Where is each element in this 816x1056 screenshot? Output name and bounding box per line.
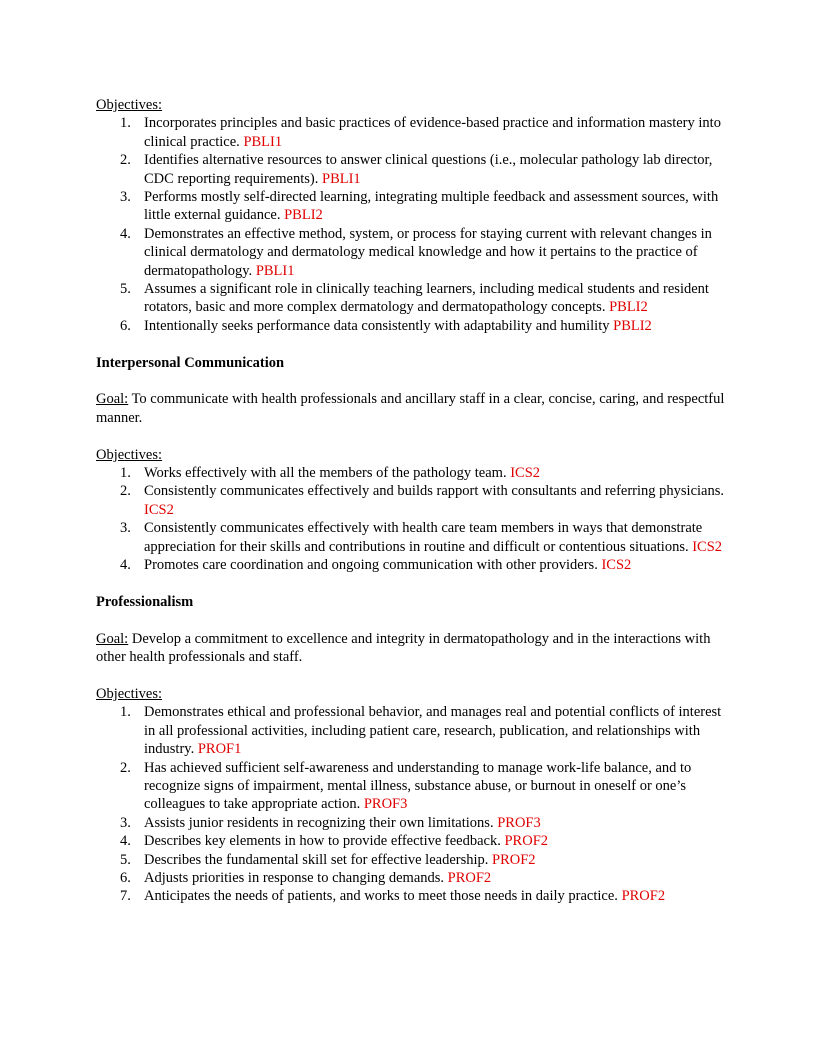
list-item: [96, 814, 736, 832]
item-text: Assists junior residents in recognizing their own limitations.: [144, 814, 498, 831]
item-number: 2.: [120, 152, 131, 169]
item-text: Describes key elements in how to provide effective feedback.: [144, 833, 505, 850]
list-item: [96, 280, 736, 317]
competency-code: ICS2: [144, 501, 174, 518]
section-heading: Interpersonal Communication: [96, 354, 285, 371]
list-item: [96, 703, 736, 758]
competency-code: PROF2: [447, 869, 492, 886]
item-text: Promotes care coordination and ongoing communication with other providers.: [144, 557, 602, 574]
item-number: 1.: [120, 465, 131, 482]
goal-label: Goal:: [96, 391, 129, 408]
item-number: 1.: [120, 704, 131, 721]
objectives-list: [96, 114, 736, 335]
item-number: 5.: [120, 851, 131, 868]
spacer: [96, 611, 736, 629]
item-number: 3.: [120, 520, 131, 537]
list-item: [96, 556, 736, 574]
list-item: [96, 151, 736, 188]
spacer: [96, 372, 736, 390]
item-number: 4.: [120, 557, 131, 574]
objectives-label: Objectives:: [96, 97, 163, 113]
section-heading: Professionalism: [96, 593, 194, 610]
item-number: 4.: [120, 225, 131, 242]
list-item: [96, 869, 736, 887]
item-text: Assumes a significant role in clinically teaching learners, including medical students and resident rotators, basic and more complex dermatology and dermatopathology concepts.: [144, 281, 709, 316]
spacer: [96, 335, 736, 353]
item-text: Describes the fundamental skill set for effective leadership.: [144, 851, 493, 868]
competency-code: PBLI1: [243, 133, 283, 150]
item-number: 3.: [120, 814, 131, 831]
item-number: 1.: [120, 115, 131, 132]
item-number: 3.: [120, 189, 131, 206]
list-item: [96, 759, 736, 814]
item-number: 5.: [120, 281, 131, 298]
competency-code: PROF3: [363, 796, 408, 813]
list-item: [96, 482, 736, 519]
competency-code: PBLI1: [255, 262, 295, 279]
list-item: [96, 851, 736, 869]
competency-code: PROF1: [197, 741, 242, 758]
objectives-label: Objectives:: [96, 446, 163, 463]
item-text: Intentionally seeks performance data consistently with adaptability and humility: [144, 317, 614, 334]
objectives-label: Objectives:: [96, 685, 163, 702]
goal-text: To communicate with health professionals and ancillary staff in a clear, concise, caring, and respectful manner.: [96, 391, 725, 426]
goal-paragraph: [96, 390, 736, 427]
list-item: [96, 114, 736, 151]
objectives-list: [96, 464, 736, 574]
competency-code: PROF3: [497, 814, 541, 831]
list-item: [96, 225, 736, 280]
goal-label: Goal:: [96, 630, 129, 647]
item-text: Demonstrates ethical and professional behavior, and manages real and potential conflicts of interest in all professional activities, including patient care, research, publication, and relationships with industry.: [144, 704, 722, 758]
competency-code: PROF2: [621, 888, 666, 905]
item-text: Incorporates principles and basic practices of evidence-based practice and information mastery into clinical practice.: [144, 115, 721, 150]
item-number: 2.: [120, 759, 131, 776]
list-item: [96, 464, 736, 482]
list-item: [96, 887, 736, 905]
spacer: [96, 667, 736, 685]
document-page: [96, 96, 736, 906]
spacer: [96, 575, 736, 593]
item-number: 4.: [120, 833, 131, 850]
competency-code: PROF2: [504, 833, 549, 850]
item-text: Demonstrates an effective method, system, or process for staying current with relevant changes in clinical dermatology and dermatology medical knowledge and how it pertains to the practice of dermatopathology.: [144, 225, 712, 279]
item-text: Works effectively with all the members of the pathology team.: [144, 465, 511, 482]
objectives-list: [96, 703, 736, 905]
competency-code: PBLI1: [322, 170, 361, 187]
list-item: [96, 317, 736, 335]
competency-code: PROF2: [492, 851, 536, 868]
competency-code: PBLI2: [284, 207, 323, 224]
item-number: 2.: [120, 483, 131, 500]
item-text: Consistently communicates effectively with health care team members in ways that demonstrate appreciation for their skills and contributions in routine and difficult or contentious situations.: [144, 520, 703, 555]
spacer: [96, 427, 736, 445]
item-text: Performs mostly self-directed learning, integrating multiple feedback and assessment sources, with little external guidance.: [144, 189, 719, 224]
competency-code: ICS2: [510, 465, 541, 482]
competency-code: PBLI2: [609, 299, 648, 316]
item-number: 6.: [120, 317, 131, 334]
goal-paragraph: [96, 630, 736, 667]
item-text: Anticipates the needs of patients, and works to meet those needs in daily practice.: [144, 888, 622, 905]
list-item: [96, 519, 736, 556]
competency-code: ICS2: [692, 538, 723, 555]
item-text: Identifies alternative resources to answer clinical questions (i.e., molecular pathology lab director, CDC reporting requirements).: [144, 152, 713, 187]
item-number: 6.: [120, 869, 131, 886]
item-text: Has achieved sufficient self-awareness and understanding to manage work-life balance, and to recognize signs of impairment, mental illness, substance abuse, or burnout in oneself or one’s colleagues to take appropriate action.: [144, 759, 692, 813]
competency-code: ICS2: [601, 557, 632, 574]
goal-text: Develop a commitment to excellence and integrity in dermatopathology and in the interactions with other health professionals and staff.: [96, 630, 711, 666]
item-text: Adjusts priorities in response to changing demands.: [144, 869, 448, 886]
competency-code: PBLI2: [613, 317, 652, 334]
item-text: Consistently communicates effectively and builds rapport with consultants and referring physicians.: [144, 483, 724, 500]
list-item: [96, 188, 736, 225]
item-number: 7.: [120, 888, 131, 905]
list-item: [96, 832, 736, 850]
